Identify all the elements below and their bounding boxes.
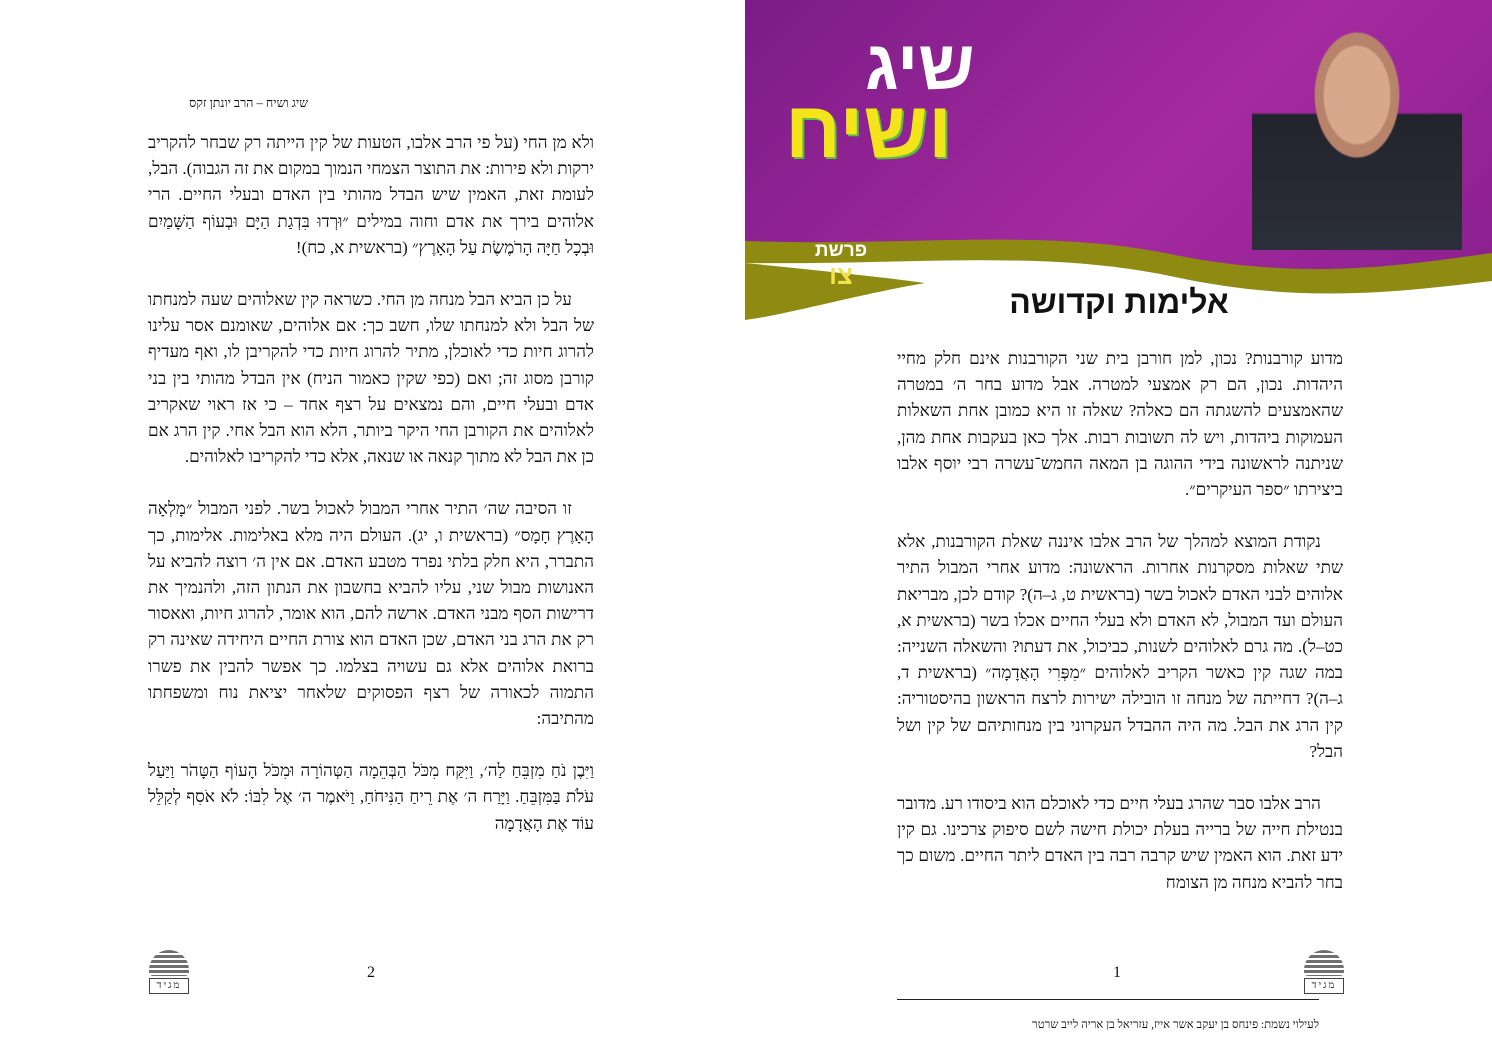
left-verse-quote: וַיִּבֶן נֹחַ מִזְבֵּחַ לַה׳, וַיִּקַּח מִכֹּל הַבְּהֵמָה הַטְּהוֹרָה וּמִכֹּל הָעוֹף הַטָּהֹר וַיַּעַל עֹלֹת בַּמִּזְבֵּחַ. וַיָּרַח ה׳ אֶת רֵיחַ הַנִּיחֹחַ, וַיֹּאמֶר ה׳ אֶל לִבּוֹ: לֹא אֹסִף לְקַלֵּל עוֹד אֶת הָאֲדָמָה [148, 761, 594, 833]
page-number: 1 [1113, 964, 1121, 981]
parasha-name: צו [829, 260, 853, 290]
publisher-dome-icon [1304, 950, 1344, 976]
left-text-column [148, 130, 594, 837]
left-paragraph-2: על כן הביא הבל מנחה מן החי. כשראה קין שאלוהים שעה למנחתו של הבל ולא למנחתו שלו, חשב כך: אם אלוהים, שאומנם אסר עלינו להרוג חיות כדי לאוכלן, מתיר להרוג חיות כדי להקריבן לו, ואף מעדיף קורבן מסוג זה; ואם (כפי שקין כאמור הניח) אין הבדל מהותי בין בני אדם ובעלי חיים, והם נמצאים על רצף אחד – כי אז ראוי שאקריב לאלוהים את הקורבן החי היקר ביותר, הלא הוא הבל אחי. קין הרג אם כן את הבל לא מתוך קנאה או שנאה, אלא כדי להקריבו לאלוהים. [148, 290, 594, 467]
publisher-logo-label: מגיד [149, 978, 189, 994]
publisher-dome-icon [149, 950, 189, 976]
series-logo [785, 26, 1025, 180]
series-logo-line1: שיג [865, 26, 975, 104]
right-paragraph-1: מדוע קורבנות? נכון, למן חורבן בית שני הקורבנות אינם חלק מחיי היהדות. נכון, הם רק אמצעי למטרה. אבל מדוע בחר ה׳ במטרה שהאמצעים להשגתה הם כאלה? שאלה זו היא כמובן אחת השאלות העמוקות ביהדות, ויש לה תשובות רבות. אלך כאן בעקבות אחת מהן, שניתנה לראשונה בידי ההוגה בן המאה החמש־עשרה רבי יוסף אלבו ביצירתו ״ספר העיקרים״. [897, 349, 1343, 500]
rabbi-portrait-image [1252, 0, 1462, 250]
parasha-label [801, 240, 881, 288]
right-page [745, 0, 1492, 1058]
left-paragraph-3: זו הסיבה שה׳ התיר אחרי המבול לאכול בשר. לפני המבול ״מָלְאָה הָאָרֶץ חָמָס״ (בראשית ו, יג). העולם היה מלא באלימות. אלימות, כך התברר, היא חלק בלתי נפרד מטבע האדם. אם אין ה׳ רוצה להביא על האנושות מבול שני, עליו להביא בחשבון את הנתון הזה, ולהנמיך את דרישות הסף מבני האדם. ארשה להם, הוא אומר, להרוג חיות, ואאסור רק את הרג בני האדם, שכן האדם הוא צורת החיים היחידה שאינה רק ברואת אלוהים אלא גם עשויה בצלמו. כך אפשר להבין את פשרו התמוה לכאורה של רצף הפסוקים שלאחר יציאת נוח ומשפחתו מהתיבה: [148, 499, 594, 729]
right-paragraph-2: נקודת המוצא למהלך של הרב אלבו איננה שאלת הקורבנות, אלא שתי שאלות מסקרנות אחרות. הראשונה: מדוע אחרי המבול התיר אלוהים לבני האדם לאכול בשר (בראשית ט, ג–ה)? קודם לכן, מבריאת העולם ועד המבול, לא האדם ולא בעלי החיים אכלו בשר (בראשית א, כט–ל). מה גרם לאלוהים לשנות, כביכול, את דעתו? והשאלה השנייה: במה שגה קין כאשר הקריב לאלוהים ״מִפְּרִי הָאֲדָמָה״ (בראשית ד, ג–ה)? דחייתה של מנחה זו הובילה ישירות לרצח הראשון בהיסטוריה: קין הרג את הבל. מה היה ההבדל העקרוני בין מנחותיהם של קין ושל הבל? [897, 532, 1343, 761]
left-paragraph-1: ולא מן החי (על פי הרב אלבו, הטעות של קין הייתה רק שבחר להקריב ירקות ולא פירות: את התוצר הצמחי הנמוך במקום את זה הגבוה). הבל, לעומת זאת, האמין שיש הבדל מהותי בין האדם ובעלי החיים. הרי אלוהים בירך את אדם וחוה במילים ״וּרְדוּ בִּדְגַת הַיָּם וּבְעוֹף הַשָּׁמַיִם וּבְכָל חַיָּה הָרֹמֶשֶׂת עַל הָאָרֶץ״ (בראשית א, כח)! [148, 133, 594, 257]
left-page [0, 0, 745, 1058]
publisher-logo [149, 950, 189, 992]
dedication-note: לעילוי נשמת: פינחס בן יעקב אשר אייז, עזריאל בן אריה לייב שרטר [1032, 1019, 1319, 1031]
header-banner [745, 0, 1492, 320]
publisher-logo-label: מגיד [1304, 978, 1344, 994]
page-number: 2 [367, 964, 375, 981]
right-text-column [897, 346, 1343, 896]
running-head: שיג ושיח – הרב יונתן זקס [189, 96, 308, 110]
article-title: אלימות וקדושה [1009, 284, 1229, 320]
right-paragraph-3: הרב אלבו סבר שהרג בעלי חיים כדי לאוכלם הוא ביסודו רע. מדובר בנטילת חייה של ברייה בעלת יכולת חישה לשם סיפוק צרכינו. גם קין ידע זאת. הוא האמין שיש קרבה רבה בין האדם ליתר החיים. משום כך בחר להביא מנחה מן הצומח [897, 794, 1343, 892]
footer-divider [897, 999, 1319, 1000]
publisher-logo [1304, 950, 1344, 992]
series-logo-line2: ושיח [785, 85, 953, 174]
parasha-word: פרשת [814, 240, 868, 261]
